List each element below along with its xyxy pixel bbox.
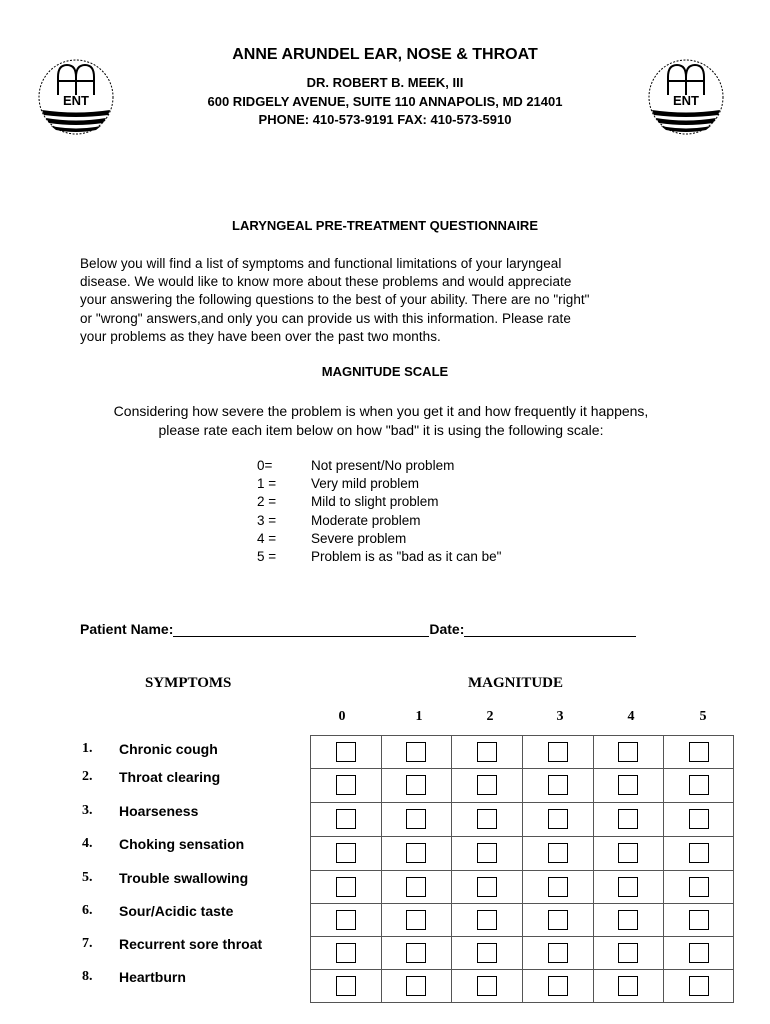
rating-checkbox[interactable] [406,910,426,930]
rating-checkbox[interactable] [336,742,356,762]
intro-line: or "wrong" answers,and only you can provide us with this information. Please rate [80,310,571,326]
intro-line: your problems as they have been over the past two months. [80,328,441,344]
magnitude-column-2: 2 [486,709,494,724]
scale-level-label: Very mild problem [311,476,420,492]
scale-level [257,548,501,566]
scale-level [257,512,501,530]
scale-level-label: Not present/No problem [311,458,455,473]
scale-instructions [0,402,762,440]
intro-line: your answering the following questions to the best of your ability. There are no "right" [80,292,590,308]
practice-phone-fax: PHONE: 410-573-9191 FAX: 410-573-5910 [258,112,512,127]
rating-checkbox[interactable] [477,877,497,897]
logo-left-text: ENT [63,93,89,108]
symptom-label: Trouble swallowing [119,870,249,886]
symptom-number: 5. [82,870,93,885]
rating-checkbox[interactable] [406,775,426,795]
symptom-label: Sour/Acidic taste [119,903,234,919]
rating-checkbox[interactable] [689,775,709,795]
scale-level-number: 5 = [257,549,277,565]
grid-column-divider [593,735,594,1003]
patient-info-row [80,621,636,637]
symptom-number: 3. [82,803,93,818]
magnitude-scale-title: MAGNITUDE SCALE [321,364,449,379]
scale-level [257,475,501,493]
rating-checkbox[interactable] [477,843,497,863]
symptom-label: Hoarseness [119,803,199,819]
scale-level-number: 4 = [257,530,277,546]
magnitude-header: MAGNITUDE [468,675,564,691]
intro-line: Below you will find a list of symptoms and functional limitations of your laryngeal [80,256,562,271]
rating-checkbox[interactable] [618,877,638,897]
grid-row-divider [310,802,734,803]
grid-column-divider [522,735,523,1003]
rating-checkbox[interactable] [689,877,709,897]
symptom-number: 2. [82,769,93,784]
logo-right-text: ENT [673,93,699,108]
rating-checkbox[interactable] [336,943,356,963]
date-field[interactable] [464,621,636,637]
intro-paragraph [80,255,680,346]
rating-checkbox[interactable] [336,775,356,795]
grid-row-divider [310,969,734,970]
magnitude-column-0: 0 [338,709,346,724]
instruction-line: please rate each item below on how "bad" it is using the following scale: [158,422,604,438]
symptom-label: Recurrent sore throat [119,936,263,952]
rating-checkbox[interactable] [548,910,568,930]
date-label: Date: [429,621,465,637]
grid-row-divider [310,936,734,937]
rating-checkbox[interactable] [477,976,497,996]
rating-checkbox[interactable] [477,809,497,829]
rating-checkbox[interactable] [689,809,709,829]
rating-checkbox[interactable] [477,742,497,762]
rating-checkbox[interactable] [689,976,709,996]
scale-level-label: Severe problem [311,530,407,546]
magnitude-column-5: 5 [699,709,707,724]
grid-row-divider [310,836,734,837]
rating-checkbox[interactable] [406,742,426,762]
rating-checkbox[interactable] [548,976,568,996]
scale-level-number: 3 = [257,512,277,528]
grid-row-divider [310,870,734,871]
rating-checkbox[interactable] [548,843,568,863]
rating-checkbox[interactable] [548,877,568,897]
magnitude-column-1: 1 [415,709,423,724]
rating-checkbox[interactable] [548,742,568,762]
patient-name-label: Patient Name: [80,621,174,637]
rating-checkbox[interactable] [548,943,568,963]
symptom-label: Choking sensation [119,836,245,852]
rating-checkbox[interactable] [618,742,638,762]
rating-checkbox[interactable] [336,809,356,829]
symptom-number: 4. [82,836,93,851]
rating-checkbox[interactable] [477,775,497,795]
rating-checkbox[interactable] [406,877,426,897]
scale-level-number: 2 = [257,494,277,510]
doctor-name: DR. ROBERT B. MEEK, III [306,75,464,90]
grid-column-divider [663,735,664,1003]
rating-checkbox[interactable] [477,910,497,930]
rating-checkbox[interactable] [618,809,638,829]
rating-checkbox[interactable] [618,843,638,863]
rating-checkbox[interactable] [689,843,709,863]
instruction-line: Considering how severe the problem is when you get it and how frequently it happens, [113,403,649,419]
questionnaire-title: LARYNGEAL PRE-TREATMENT QUESTIONNAIRE [232,218,538,233]
symptom-number: 7. [82,936,93,951]
symptoms-header: SYMPTOMS [145,675,232,691]
rating-checkbox[interactable] [406,809,426,829]
scale-level [257,457,501,475]
rating-checkbox[interactable] [618,943,638,963]
symptom-number: 6. [82,903,93,918]
scale-level-number: 0= [257,458,273,473]
rating-checkbox[interactable] [406,843,426,863]
rating-checkbox[interactable] [618,775,638,795]
scale-level-label: Moderate problem [311,512,421,528]
symptom-number: 8. [82,969,93,984]
rating-checkbox[interactable] [548,775,568,795]
scale-legend [257,457,501,566]
symptom-label: Heartburn [119,969,186,985]
rating-checkbox[interactable] [336,910,356,930]
symptom-label: Throat clearing [119,769,221,785]
grid-row-divider [310,903,734,904]
rating-checkbox[interactable] [406,976,426,996]
scale-level [257,530,501,548]
rating-checkbox[interactable] [618,910,638,930]
intro-line: disease. We would like to know more about these problems and would appreciate [80,274,572,290]
scale-level-label: Mild to slight problem [311,494,439,510]
practice-name: ANNE ARUNDEL EAR, NOSE & THROAT [232,46,538,63]
rating-checkbox[interactable] [689,943,709,963]
scale-level-label: Problem is as "bad as it can be" [311,549,502,565]
rating-checkbox[interactable] [689,742,709,762]
rating-checkbox[interactable] [689,910,709,930]
scale-level [257,493,501,511]
rating-checkbox[interactable] [336,976,356,996]
magnitude-column-3: 3 [556,709,564,724]
symptom-number: 1. [82,741,93,756]
grid-column-divider [451,735,452,1003]
grid-row-divider [310,768,734,769]
rating-checkbox[interactable] [406,943,426,963]
symptom-label: Chronic cough [119,741,218,757]
rating-checkbox[interactable] [477,943,497,963]
magnitude-column-4: 4 [627,709,635,724]
rating-checkbox[interactable] [548,809,568,829]
rating-checkbox[interactable] [336,877,356,897]
scale-level-number: 1 = [257,476,277,492]
patient-name-field[interactable] [173,621,429,637]
rating-checkbox[interactable] [618,976,638,996]
grid-column-divider [381,735,382,1003]
practice-address: 600 RIDGELY AVENUE, SUITE 110 ANNAPOLIS, MD 21401 [207,94,563,109]
rating-checkbox[interactable] [336,843,356,863]
